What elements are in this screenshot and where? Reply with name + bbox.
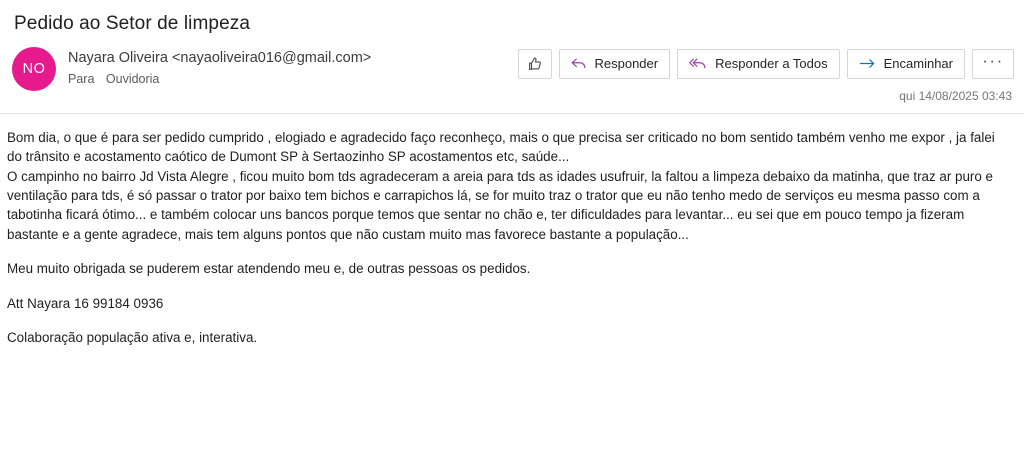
- reply-icon: [571, 57, 587, 71]
- like-button[interactable]: [518, 49, 552, 79]
- forward-label: Encaminhar: [883, 56, 953, 72]
- recipient-label: Para: [68, 71, 95, 86]
- email-body: [0, 114, 1024, 348]
- email-subject: Pedido ao Setor de limpeza: [14, 13, 251, 34]
- sender-line: [68, 50, 518, 66]
- sender-email[interactable]: <nayaoliveira016@gmail.com>: [171, 49, 372, 66]
- body-paragraph-3: Meu muito obrigada se puderem estar atendendo meu e, de outras pessoas os pedidos.: [7, 261, 531, 277]
- body-paragraph-4: Att Nayara 16 99184 0936: [7, 295, 164, 311]
- recipient-value[interactable]: Ouvidoria: [105, 71, 160, 86]
- reply-all-label: Responder a Todos: [715, 56, 828, 72]
- thumbs-up-icon: [527, 56, 543, 72]
- forward-arrow-icon: [859, 57, 876, 70]
- email-timestamp: qui 14/08/2025 03:43: [899, 88, 1012, 103]
- email-action-bar: [518, 49, 1015, 79]
- avatar: NO: [12, 47, 56, 91]
- more-actions-button[interactable]: ···: [972, 49, 1014, 79]
- body-paragraph-2: O campinho no bairro Jd Vista Alegre , ficou muito bom tds agradeceram a areia para tds as idades usufruir, la faltou a limpeza debaixo da matinha, que traz ar puro e ventilação para tds, é só passar o trator por baixo tem bichos e carrapichos lá, se for muito traz o trator que eu não tenho medo de serviços eu mesma passo com a tabotinha ficará ótimo... e também colocar uns bancos porque temos que sentar no chão e, ter dificuldades para levantar... eu sei que em pouco tempo ja fizeram bastante e a gente agradece, mais tem alguns pontos que não custam muito mas favorece bastante a população...: [7, 168, 994, 242]
- reply-button[interactable]: [559, 49, 671, 79]
- body-paragraph-1: Bom dia, o que é para ser pedido cumprido , elogiado e agradecido faço reconheço, mais o que precisa ser criticado no bom sentido também venho me expor , ja falei do trânsito e acostamento caótico de Dumont SP à Sertaozinho SP acostamentos etc, saúde...: [7, 129, 995, 165]
- reply-label: Responder: [594, 56, 659, 72]
- forward-button[interactable]: [847, 49, 965, 79]
- body-paragraph-5: Colaboração população ativa e, interativa.: [7, 330, 258, 346]
- reply-all-icon: [689, 57, 707, 71]
- reply-all-button[interactable]: [677, 49, 840, 79]
- email-header: [0, 37, 1024, 103]
- sender-block: [68, 47, 518, 86]
- sender-name: Nayara Oliveira: [68, 49, 168, 66]
- recipient-line: [68, 72, 518, 86]
